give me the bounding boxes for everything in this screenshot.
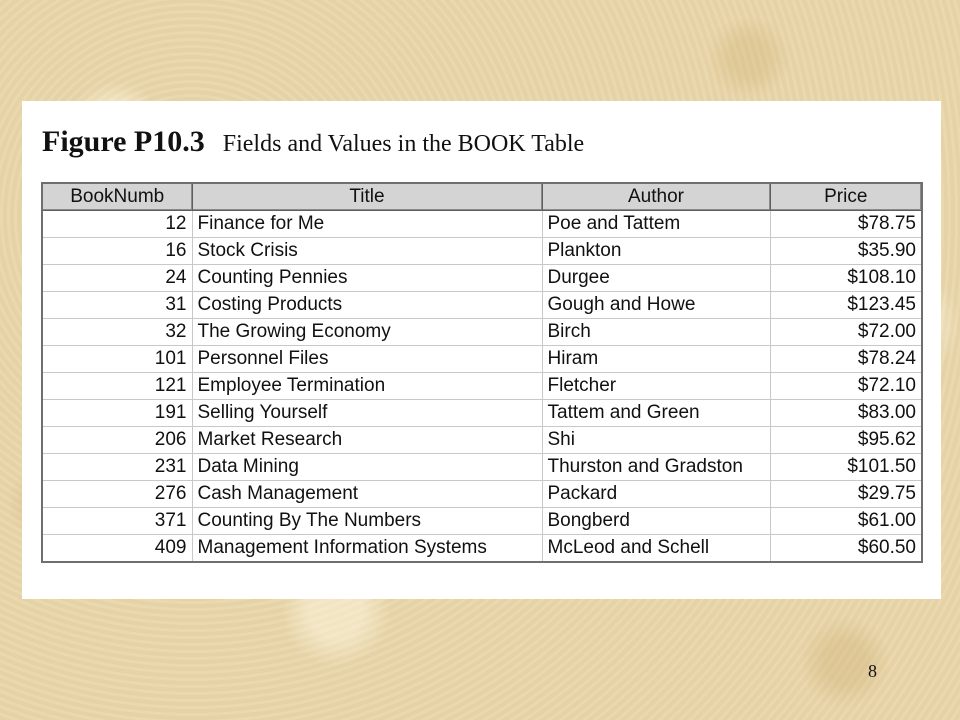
- column-header-price[interactable]: Price: [770, 183, 922, 211]
- figure-number: Figure P10.3: [42, 125, 205, 158]
- author-cell: Birch: [542, 319, 770, 346]
- price-cell: $108.10: [770, 265, 922, 292]
- table-row: [42, 454, 922, 481]
- author-cell: Shi: [542, 427, 770, 454]
- table-row: [42, 292, 922, 319]
- title-cell: Market Research: [192, 427, 542, 454]
- column-header-title[interactable]: Title: [192, 183, 542, 211]
- title-cell: Stock Crisis: [192, 238, 542, 265]
- booknumb-cell: 191: [42, 400, 192, 427]
- author-cell: Poe and Tattem: [542, 211, 770, 238]
- title-cell: Selling Yourself: [192, 400, 542, 427]
- table-row: [42, 535, 922, 563]
- price-cell: $123.45: [770, 292, 922, 319]
- slide-number: 8: [868, 661, 877, 681]
- title-cell: Management Information Systems: [192, 535, 542, 563]
- title-cell: Cash Management: [192, 481, 542, 508]
- price-cell: $29.75: [770, 481, 922, 508]
- author-cell: Gough and Howe: [542, 292, 770, 319]
- author-cell: Durgee: [542, 265, 770, 292]
- price-cell: $101.50: [770, 454, 922, 481]
- author-cell: Packard: [542, 481, 770, 508]
- table-row: [42, 508, 922, 535]
- price-cell: $35.90: [770, 238, 922, 265]
- figure-caption: Fields and Values in the BOOK Table: [222, 131, 585, 157]
- booknumb-cell: 24: [42, 265, 192, 292]
- author-cell: Hiram: [542, 346, 770, 373]
- booknumb-cell: 12: [42, 211, 192, 238]
- table-row: [42, 481, 922, 508]
- author-cell: Tattem and Green: [542, 400, 770, 427]
- booknumb-cell: 231: [42, 454, 192, 481]
- author-cell: McLeod and Schell: [542, 535, 770, 563]
- booknumb-cell: 32: [42, 319, 192, 346]
- column-header-booknumb[interactable]: BookNumb: [42, 183, 192, 211]
- title-cell: Personnel Files: [192, 346, 542, 373]
- price-cell: $61.00: [770, 508, 922, 535]
- price-cell: $72.10: [770, 373, 922, 400]
- price-cell: $78.24: [770, 346, 922, 373]
- title-cell: Counting By The Numbers: [192, 508, 542, 535]
- column-header-author[interactable]: Author: [542, 183, 770, 211]
- title-cell: Costing Products: [192, 292, 542, 319]
- table-row: [42, 400, 922, 427]
- booknumb-cell: 371: [42, 508, 192, 535]
- figure-panel: [22, 101, 941, 599]
- price-cell: $72.00: [770, 319, 922, 346]
- title-cell: Finance for Me: [192, 211, 542, 238]
- booknumb-cell: 206: [42, 427, 192, 454]
- table-row: [42, 238, 922, 265]
- booknumb-cell: 276: [42, 481, 192, 508]
- figure-heading: [42, 125, 584, 159]
- title-cell: Data Mining: [192, 454, 542, 481]
- booknumb-cell: 101: [42, 346, 192, 373]
- booknumb-cell: 409: [42, 535, 192, 563]
- title-cell: Counting Pennies: [192, 265, 542, 292]
- book-table: [41, 182, 923, 563]
- title-cell: Employee Termination: [192, 373, 542, 400]
- price-cell: $60.50: [770, 535, 922, 563]
- title-cell: The Growing Economy: [192, 319, 542, 346]
- table-row: [42, 346, 922, 373]
- table-row: [42, 319, 922, 346]
- table-row: [42, 427, 922, 454]
- price-cell: $78.75: [770, 211, 922, 238]
- table-header-row: [42, 183, 922, 211]
- booknumb-cell: 31: [42, 292, 192, 319]
- booknumb-cell: 121: [42, 373, 192, 400]
- price-cell: $83.00: [770, 400, 922, 427]
- table-row: [42, 211, 922, 238]
- table-row: [42, 265, 922, 292]
- author-cell: Bongberd: [542, 508, 770, 535]
- booknumb-cell: 16: [42, 238, 192, 265]
- price-cell: $95.62: [770, 427, 922, 454]
- author-cell: Thurston and Gradston: [542, 454, 770, 481]
- author-cell: Plankton: [542, 238, 770, 265]
- table-row: [42, 373, 922, 400]
- author-cell: Fletcher: [542, 373, 770, 400]
